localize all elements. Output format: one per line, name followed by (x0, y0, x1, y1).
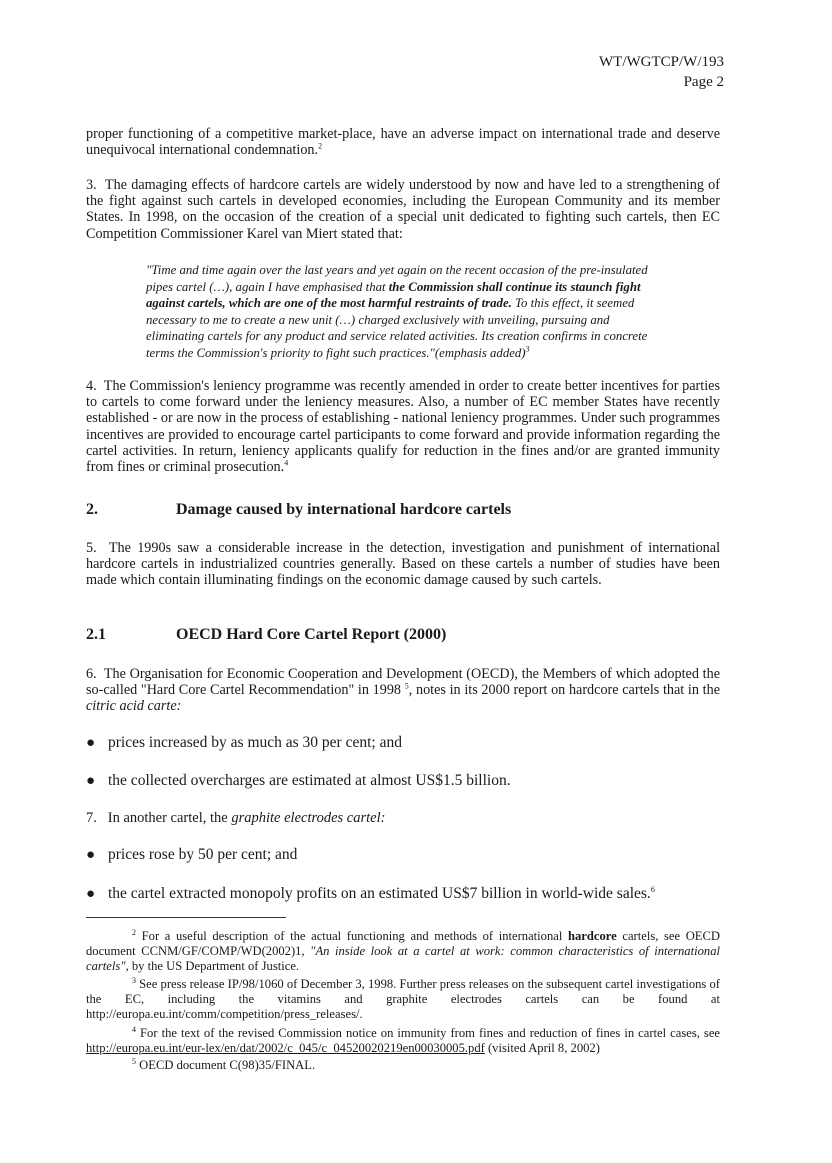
paragraph-number: 3. (86, 177, 97, 193)
paragraph-4-text: The Commission's leniency programme was recently amended in order to create better incentives for parties to cartels to come forward under the leniency measures. Also, a number of EC member States have recently established - or are now in the process of establishing - national leniency programmes. Under such programmes incentives are provided to encourage cartel participants to come forward and provide information regarding the cartel activities. In return, leniency applicants qualify for reduction in the fines and/or are granted immunity from fines or criminal prosecution. (86, 378, 720, 476)
section-title: Damage caused by international hardcore cartels (176, 501, 512, 518)
footnote-2 (86, 929, 720, 974)
footnote-ref-3[interactable]: 3 (525, 344, 530, 354)
quote-emphasis: the Commission shall continue its staunch fight against cartels, which are one of the most harmful restraints of trade. (146, 279, 641, 311)
paragraph-7-italic: graphite electrodes cartel: (231, 810, 386, 826)
paragraph-6-text-b: , notes in its 2000 report on hardcore cartels that in the (408, 682, 720, 699)
footnote-ref-2[interactable]: 2 (318, 141, 323, 151)
paragraph-4 (86, 378, 720, 475)
bullet-icon: ● (86, 735, 96, 751)
paragraph-3-text: The damaging effects of hardcore cartels are widely understood by now and have led to a strengthening of the fight against such cartels in developed economies, including the European Community and its member States. In 1998, on the occasion of the creation of a special unit dedicated to fighting such cartels, then EC Competition Commissioner Karel van Miert stated that: (86, 177, 720, 242)
footnote-text: For a useful description of the actual functioning and methods of international (141, 929, 568, 943)
footnote-mark: 4 (132, 1024, 136, 1034)
bullet-icon: ● (86, 773, 96, 789)
bullet-item (86, 885, 726, 903)
footnote-text: For the text of the revised Commission notice on immunity from fines and reduction of fines in cartel cases, see (140, 1026, 720, 1040)
footnote-text: OECD document C(98)35/FINAL. (139, 1058, 316, 1072)
bullet-icon: ● (86, 847, 96, 863)
paragraph-number: 6. (86, 666, 97, 682)
paragraph-6-text-a: The Organisation for Economic Cooperation and Development (OECD), the Members of which adopted the so-called "Hard Core Cartel Recommendation" in 1998 (86, 666, 720, 699)
footnote-mark: 5 (132, 1056, 136, 1066)
footnote-mark: 3 (132, 975, 136, 985)
paragraph-number: 5. (86, 540, 97, 556)
paragraph-6 (86, 666, 720, 715)
footnote-bold: hardcore (568, 929, 617, 943)
bullet-icon: ● (86, 886, 96, 902)
paragraph-number: 7. (86, 810, 97, 826)
bullet-item (86, 772, 726, 790)
quote-part-1: "Time and time again over the last years and yet again on the recent occasion of the pre-insulated pipes cartel (…), again I have emphasised that (146, 263, 648, 294)
paragraph-7-text: In another cartel, the (107, 810, 232, 826)
footnote-text: , by the US Department of Justice. (125, 959, 300, 973)
footnote-link[interactable]: http://europa.eu.int/eur-lex/en/dat/2002/c_045/c_04520020219en00030005.pdf (86, 1041, 485, 1055)
bullet-text: the cartel extracted monopoly profits on an estimated US$7 billion in world-wide sales. (108, 885, 651, 902)
document-code: WT/WGTCP/W/193 (599, 54, 724, 70)
paragraph-3 (86, 177, 720, 242)
footnote-separator (86, 917, 286, 918)
section-number: 2. (86, 501, 98, 518)
page-number: Page 2 (683, 74, 724, 90)
footnote-mark: 2 (132, 927, 136, 937)
paragraph-intro-text: proper functioning of a competitive market-place, have an adverse impact on international trade and deserve unequivocal international condemnation. (86, 126, 720, 159)
paragraph-5-text: The 1990s saw a considerable increase in the detection, investigation and punishment of international hardcore cartels in industrialized countries generally. Based on these cartels a number of studies have been made which contain illuminating findings on the economic damage caused by such cartels. (86, 540, 721, 589)
footnote-ref-6[interactable]: 6 (650, 884, 655, 894)
quote-part-2: To this effect, it seemed necessary to me to create a new unit (…) charged exclusively with unveiling, pursuing and eliminating cartels for any product and service related activities. Its creation confirms in concrete terms the Commission's priority to fight such practices."(emphasis added) (146, 296, 648, 360)
section-heading-2-1 (86, 626, 446, 644)
footnote-5 (86, 1058, 720, 1073)
paragraph-5 (86, 540, 720, 589)
paragraph-7 (86, 810, 385, 827)
footnote-text: See press release IP/98/1060 of December 3, 1998. Further press releases on the subsequent cartel investigations of the EC, including the vitamins and graphite electrodes cartels can be found at http://europa.eu.int/comm/competition/press_releases/. (86, 977, 720, 1021)
page-header (599, 52, 724, 92)
footnote-ref-5[interactable]: 5 (404, 681, 409, 691)
footnote-title: "An inside look at a cartel at work: common characteristics of international cartels" (86, 944, 720, 973)
paragraph-6-italic: citric acid carte: (86, 698, 182, 715)
bullet-item (86, 846, 726, 864)
footnote-text: cartels, see OECD document CCNM/GF/COMP/WD(2002)1, (86, 929, 720, 958)
footnote-ref-4[interactable]: 4 (284, 458, 289, 468)
paragraph-number: 4. (86, 378, 97, 394)
bullet-text: the collected overcharges are estimated at almost US$1.5 billion. (108, 772, 511, 789)
footnote-text: (visited April 8, 2002) (484, 1041, 600, 1055)
bullet-text: prices increased by as much as 30 per cent; and (108, 734, 402, 751)
section-heading-2 (86, 501, 511, 519)
bullet-text: prices rose by 50 per cent; and (108, 846, 298, 863)
block-quote (146, 262, 666, 362)
footnote-4 (86, 1026, 720, 1056)
bullet-item (86, 734, 726, 752)
paragraph-intro (86, 126, 720, 158)
section-title: OECD Hard Core Cartel Report (2000) (176, 626, 447, 643)
section-number: 2.1 (86, 626, 106, 643)
footnote-3 (86, 977, 720, 1022)
